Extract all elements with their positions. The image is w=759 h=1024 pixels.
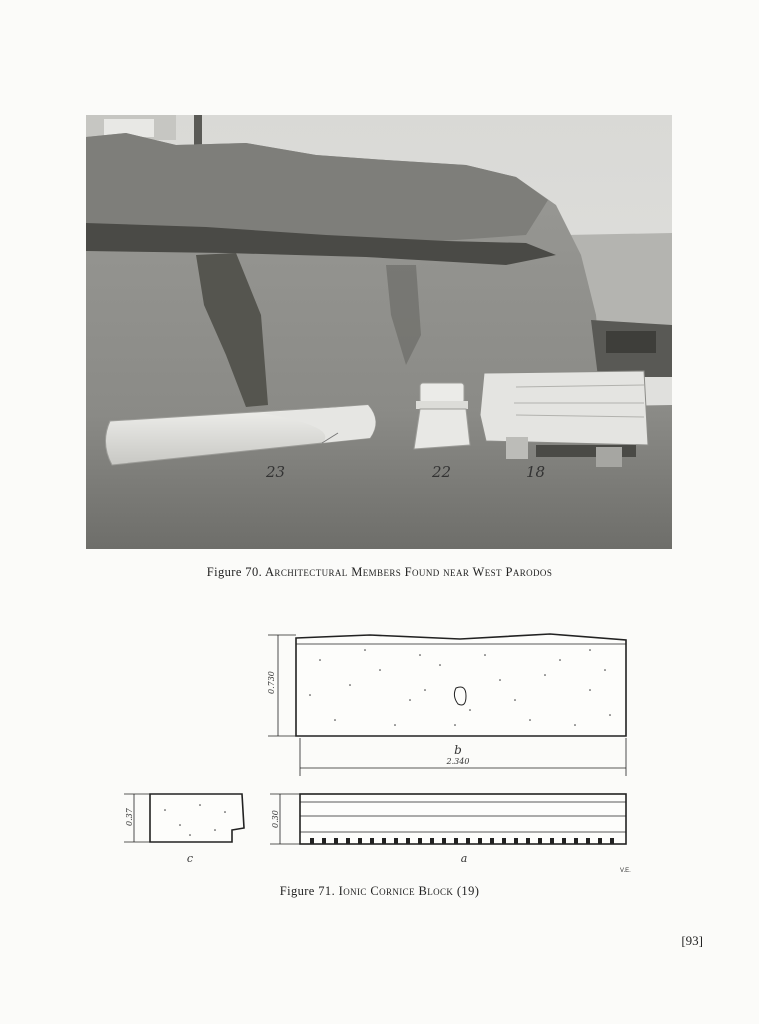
figure-70-caption (0, 565, 759, 580)
draftsman-initials: V.E. (620, 868, 631, 874)
view-c-profile (124, 794, 244, 842)
figure-71-caption (0, 884, 759, 899)
figure-71-label: Figure 71. (279, 884, 336, 898)
figure-70-photograph (86, 115, 672, 549)
figure-71-drawing (120, 630, 640, 875)
view-b-label: b (454, 743, 462, 757)
view-b-face (268, 634, 626, 776)
photo-label-22: 22 (432, 463, 452, 481)
photo-label-18: 18 (526, 463, 546, 481)
figure-70-title: Architectural Members Found near West Parodos (264, 565, 553, 579)
photo-label-23: 23 (266, 463, 286, 481)
figure-71-title: Ionic Cornice Block (19) (338, 884, 480, 898)
height-c-dimension: 0.37 (125, 808, 134, 826)
page-number: [93] (681, 933, 703, 948)
view-a-label: a (460, 852, 468, 865)
length-dimension: 2.340 (446, 757, 470, 766)
view-c-label: c (186, 852, 194, 865)
height-a-dimension: 0.30 (271, 810, 280, 828)
capital-22 (414, 383, 470, 449)
view-a-elevation (270, 794, 626, 844)
height-top-dimension: 0.730 (267, 671, 276, 694)
figure-70-label: Figure 70. (206, 565, 263, 579)
